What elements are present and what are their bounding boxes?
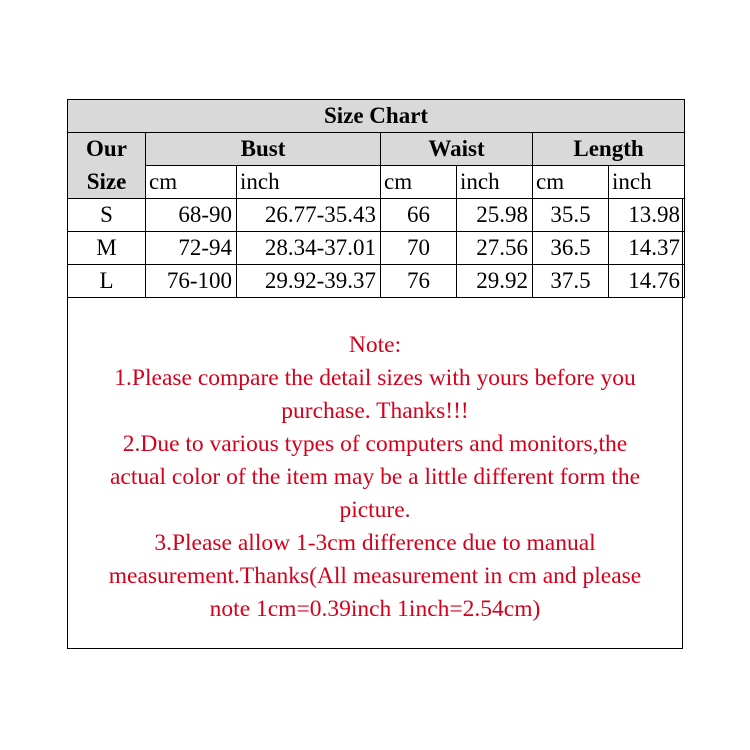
- length-inch-cell: 14.37: [609, 232, 685, 265]
- header-waist: Waist: [381, 133, 533, 166]
- table-row: [68, 265, 685, 298]
- length-inch-cell: 13.98: [609, 199, 685, 232]
- note-line: purchase. Thanks!!!: [281, 398, 469, 424]
- note-line: 3.Please allow 1-3cm difference due to manual: [154, 530, 596, 556]
- waist-inch-cell: 25.98: [457, 199, 533, 232]
- waist-inch-cell: 29.92: [457, 265, 533, 298]
- note-line: 1.Please compare the detail sizes with yours before you: [114, 365, 636, 391]
- size-chart-table: [67, 99, 685, 298]
- unit-length-inch: inch: [609, 166, 685, 199]
- note-line: measurement.Thanks(All measurement in cm and please: [108, 563, 642, 589]
- waist-cm-cell: 76: [381, 265, 457, 298]
- waist-inch-cell: 27.56: [457, 232, 533, 265]
- note-line: 2.Due to various types of computers and monitors,the: [122, 431, 628, 457]
- length-inch-cell: 14.76: [609, 265, 685, 298]
- note-line: picture.: [339, 497, 411, 523]
- bust-cm-cell: 68-90: [146, 199, 237, 232]
- waist-cm-cell: 66: [381, 199, 457, 232]
- waist-cm-cell: 70: [381, 232, 457, 265]
- unit-length-cm: cm: [533, 166, 609, 199]
- note-line: actual color of the item may be a little different form the: [109, 464, 641, 490]
- note-heading: Note:: [348, 332, 402, 358]
- note-line: note 1cm=0.39inch 1inch=2.54cm): [209, 596, 541, 622]
- length-cm-cell: 37.5: [533, 265, 609, 298]
- size-label: L: [68, 265, 146, 298]
- unit-waist-cm: cm: [381, 166, 457, 199]
- bust-cm-cell: 72-94: [146, 232, 237, 265]
- unit-bust-inch: inch: [237, 166, 381, 199]
- header-length: Length: [533, 133, 685, 166]
- length-cm-cell: 35.5: [533, 199, 609, 232]
- size-label: S: [68, 199, 146, 232]
- unit-waist-inch: inch: [457, 166, 533, 199]
- bust-inch-cell: 26.77-35.43: [237, 199, 381, 232]
- header-bust: Bust: [146, 133, 381, 166]
- length-cm-cell: 36.5: [533, 232, 609, 265]
- table-row: [68, 232, 685, 265]
- size-label: M: [68, 232, 146, 265]
- header-our: Our: [68, 133, 146, 166]
- chart-title: Size Chart: [68, 100, 685, 133]
- unit-bust-cm: cm: [146, 166, 237, 199]
- table-row: [68, 199, 685, 232]
- size-chart-sheet: [67, 99, 683, 649]
- bust-inch-cell: 28.34-37.01: [237, 232, 381, 265]
- bust-cm-cell: 76-100: [146, 265, 237, 298]
- note-block: [68, 329, 682, 626]
- header-size: Size: [68, 166, 146, 199]
- bust-inch-cell: 29.92-39.37: [237, 265, 381, 298]
